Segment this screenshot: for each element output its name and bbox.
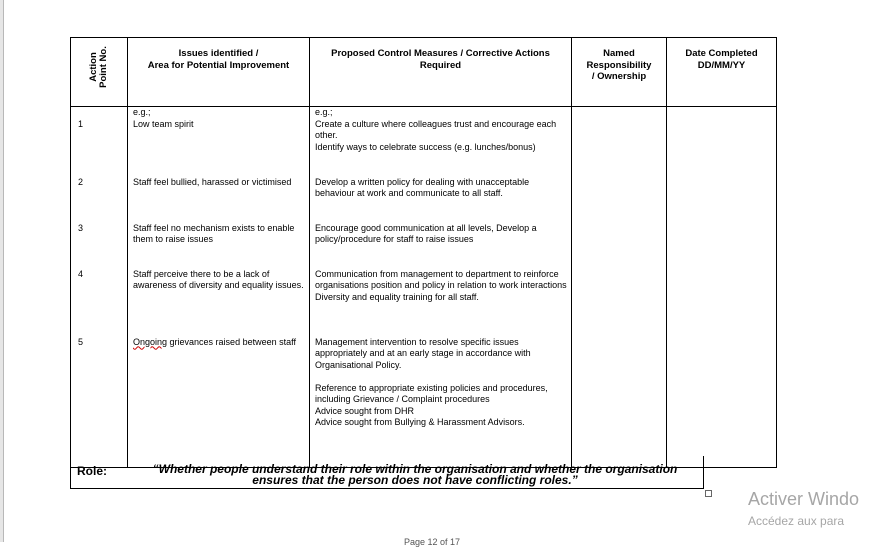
row-number-cell: 1 xyxy=(71,107,128,169)
issue-cell[interactable]: Staff perceive there to be a lack of awareness of diversity and equality issues. xyxy=(128,261,310,331)
responsibility-cell[interactable] xyxy=(572,107,667,169)
measure-cell[interactable]: Communication from management to department to reinforce organisations position and policy in relation to work interactions Diversity and equality training for all staff. xyxy=(310,261,572,331)
header-date-completed: Date Completed DD/MM/YY xyxy=(667,38,777,107)
issue-cell[interactable]: Staff feel bullied, harassed or victimised xyxy=(128,169,310,215)
windows-activation-subtitle: Accédez aux para xyxy=(748,514,845,528)
row-number-cell: 5 xyxy=(71,331,128,468)
resize-handle[interactable] xyxy=(705,490,712,497)
measure-cell[interactable]: Encourage good communication at all levels, Develop a policy/procedure for staff to raise issues xyxy=(310,215,572,261)
measure-cell[interactable]: Develop a written policy for dealing with unacceptable behaviour at work and communicate to all staff. xyxy=(310,169,572,215)
header-action-point: Action Point No. xyxy=(71,38,128,107)
table-row xyxy=(71,261,777,331)
responsibility-cell[interactable] xyxy=(572,261,667,331)
date-cell[interactable] xyxy=(667,215,777,261)
spellcheck-flagged-word: Ongoing xyxy=(133,336,168,347)
row-number-cell: 3 xyxy=(71,215,128,261)
action-plan-table xyxy=(70,37,777,468)
issue-cell[interactable]: Staff feel no mechanism exists to enable them to raise issues xyxy=(128,215,310,261)
date-cell[interactable] xyxy=(667,107,777,169)
role-description: “Whether people understand their role within the organisation and whether the organisation ensures that the person does not have conflicting roles.” xyxy=(152,462,678,487)
header-responsibility: Named Responsibility / Ownership xyxy=(572,38,667,107)
window-left-border xyxy=(3,0,4,542)
date-cell[interactable] xyxy=(667,169,777,215)
responsibility-cell[interactable] xyxy=(572,215,667,261)
role-label: Role: xyxy=(77,464,107,478)
windows-activation-title: Activer Windo xyxy=(748,489,860,509)
table-row xyxy=(71,107,777,169)
table-row xyxy=(71,215,777,261)
table-header-row xyxy=(71,38,777,107)
issue-cell[interactable]: e.g.; Low team spirit xyxy=(128,107,310,169)
role-box xyxy=(70,456,704,489)
issue-cell[interactable]: Ongoing grievances raised between staff xyxy=(128,331,310,468)
header-measures: Proposed Control Measures / Corrective Actions Required xyxy=(310,38,572,107)
row-number-cell: 4 xyxy=(71,261,128,331)
row-number-cell: 2 xyxy=(71,169,128,215)
table-row xyxy=(71,169,777,215)
responsibility-cell[interactable] xyxy=(572,169,667,215)
measure-cell[interactable]: e.g.; Create a culture where colleagues trust and encourage each other. Identify ways to celebrate success (e.g. lunches/bonus) xyxy=(310,107,572,169)
date-cell[interactable] xyxy=(667,331,777,468)
responsibility-cell[interactable] xyxy=(572,331,667,468)
page-number: Page 12 of 17 xyxy=(404,537,461,547)
measure-cell[interactable]: Management intervention to resolve specific issues appropriately and at an early stage in accordance with Organisational Policy. Reference to appropriate existing policies and procedures, including Grievance / Complaint procedures Advice sought from DHR Advice sought from Bullying & Harassment Advisors. xyxy=(310,331,572,468)
date-cell[interactable] xyxy=(667,261,777,331)
header-issues: Issues identified / Area for Potential Improvement xyxy=(128,38,310,107)
table-row xyxy=(71,331,777,468)
